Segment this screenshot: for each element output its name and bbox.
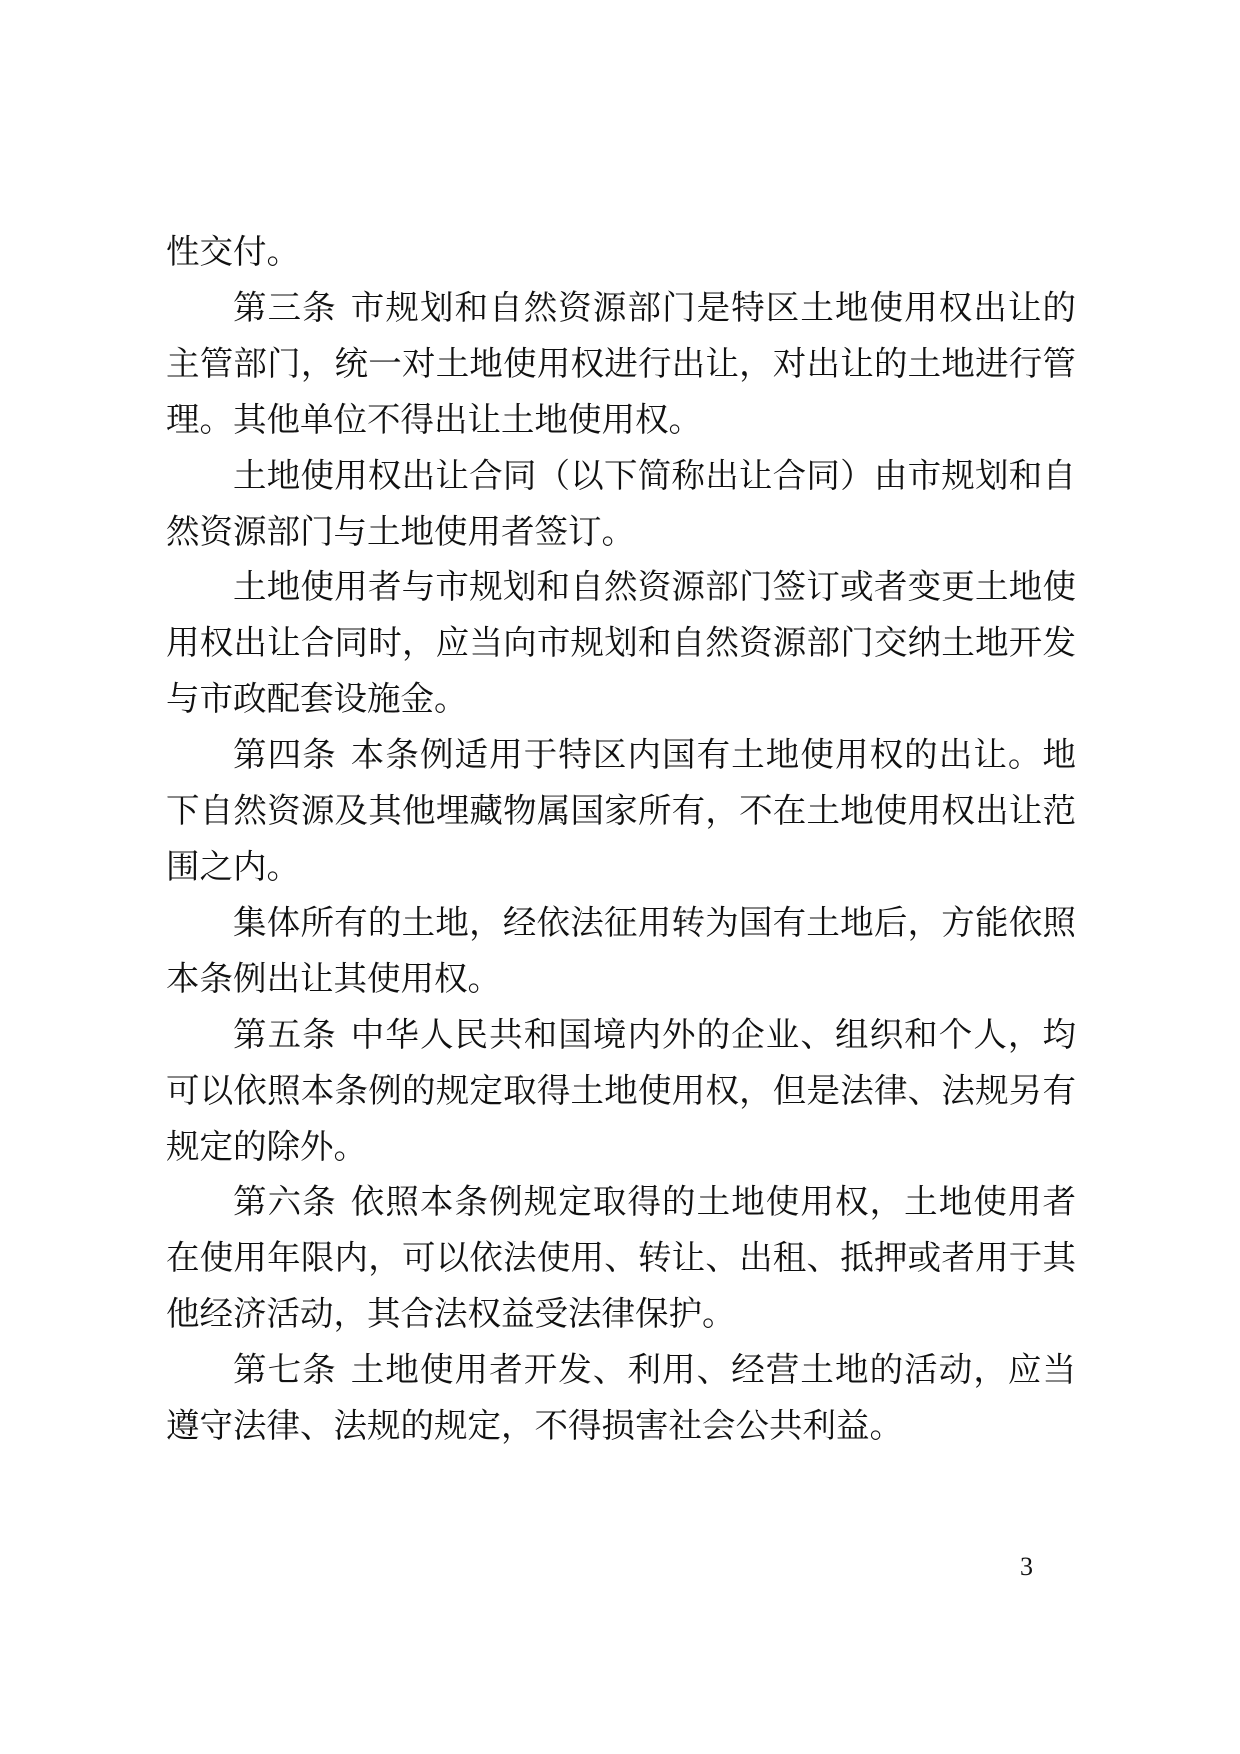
article-label: 第三条	[233, 287, 337, 327]
paragraph-article-5	[166, 1007, 1076, 1175]
paragraph-text: 土地使用权出让合同（以下简称出让合同）由市规划和自然资源部门与土地使用者签订。	[166, 455, 1076, 551]
page-number: 3	[1020, 1552, 1033, 1581]
paragraph-text: 性交付。	[166, 232, 300, 271]
paragraph-text: 本条例适用于特区内国有土地使用权的出让。地下自然资源及其他埋藏物属国家所有，不在土地使用权出让范围之内。	[166, 735, 1077, 886]
paragraph-text: 依照本条例规定取得的土地使用权，土地使用者在使用年限内，可以依法使用、转让、出租、抵押或者用于其他经济活动，其合法权益受法律保护。	[166, 1182, 1077, 1334]
article-label: 第七条	[233, 1350, 337, 1390]
paragraph-text: 土地使用者开发、利用、经营土地的活动，应当遵守法律、法规的规定，不得损害社会公共利益。	[166, 1350, 1077, 1446]
article-label: 第五条	[233, 1014, 337, 1054]
paragraph-continuation	[166, 224, 1076, 280]
paragraph-text: 市规划和自然资源部门是特区土地使用权出让的主管部门，统一对土地使用权进行出让，对出让的土地进行管理。其他单位不得出让土地使用权。	[166, 287, 1077, 439]
article-label: 第六条	[233, 1182, 337, 1222]
article-label: 第四条	[233, 735, 337, 775]
paragraph-article-3	[166, 280, 1076, 448]
document-body	[166, 224, 1076, 1454]
paragraph-article-6	[166, 1174, 1076, 1342]
paragraph-text: 中华人民共和国境内外的企业、组织和个人，均可以依照本条例的规定取得土地使用权，但是法律、法规另有规定的除外。	[166, 1014, 1077, 1166]
paragraph-article-7	[166, 1342, 1076, 1454]
paragraph-fee	[166, 559, 1076, 727]
paragraph-article-4	[166, 727, 1076, 895]
paragraph-contract	[166, 448, 1076, 560]
paragraph-text: 集体所有的土地，经依法征用转为国有土地后，方能依照本条例出让其使用权。	[166, 902, 1076, 998]
paragraph-text: 土地使用者与市规划和自然资源部门签订或者变更土地使用权出让合同时，应当向市规划和自然资源部门交纳土地开发与市政配套设施金。	[166, 567, 1076, 719]
paragraph-collective-land	[166, 895, 1076, 1007]
